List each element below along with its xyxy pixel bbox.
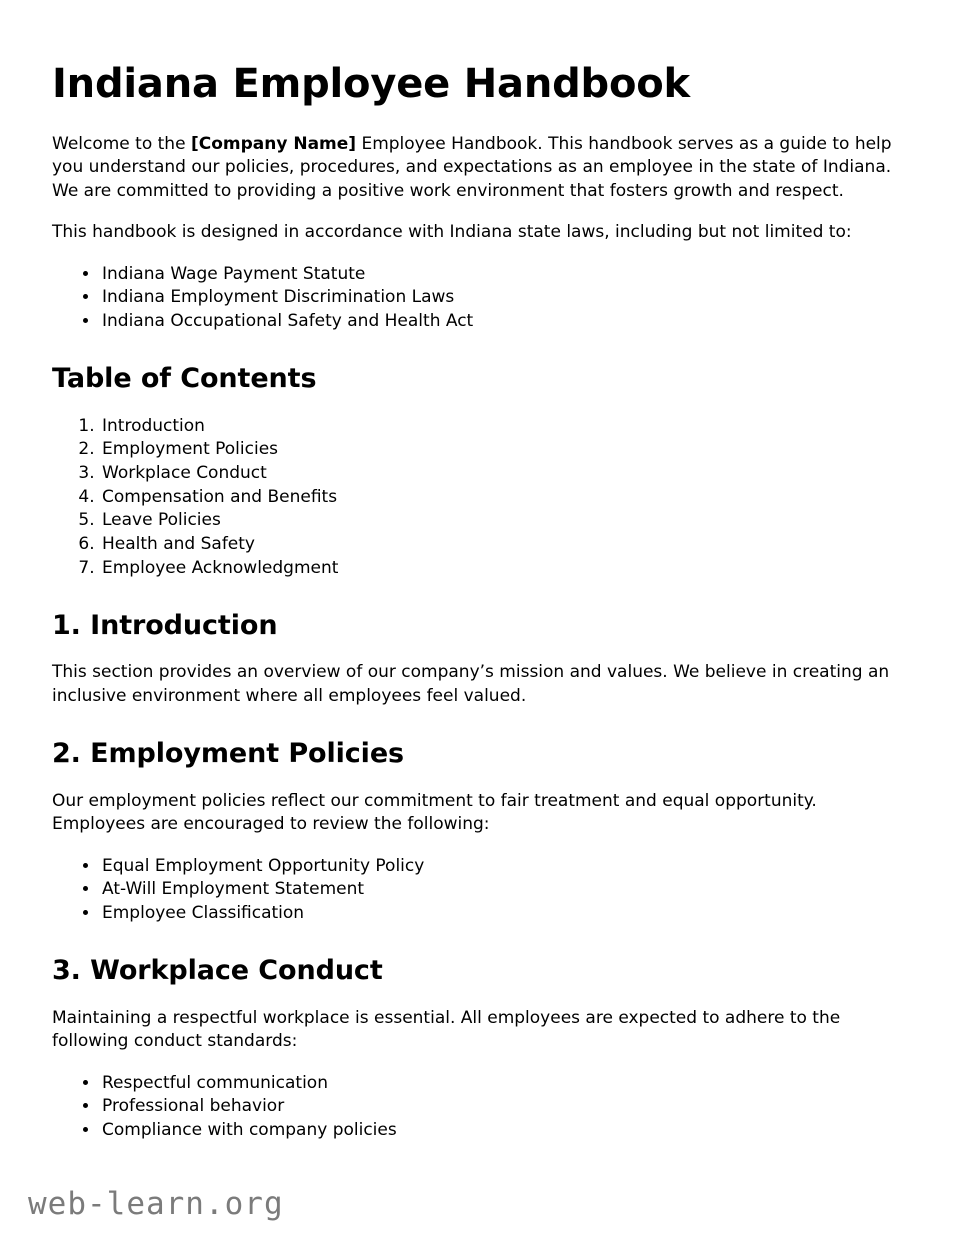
section-paragraph-workplace-conduct: Maintaining a respectful workplace is essential. All employees are expected to adhere to the following conduct standards: bbox=[52, 1007, 841, 1052]
laws-intro-paragraph: This handbook is designed in accordance with Indiana state laws, including but not limited to: bbox=[52, 222, 852, 243]
section-heading-employment-policies: 2. Employment Policies bbox=[52, 738, 405, 770]
list-item: • Indiana Wage Payment Statute bbox=[100, 263, 915, 287]
table-of-contents-list bbox=[52, 415, 915, 580]
intro-paragraph bbox=[52, 133, 915, 203]
intro-text-before: Welcome to the bbox=[52, 133, 191, 154]
list-item: • Indiana Employment Discrimination Laws bbox=[100, 286, 915, 310]
page-title: Indiana Employee Handbook bbox=[52, 61, 690, 107]
company-name-placeholder: [Company Name] bbox=[190, 133, 357, 154]
section-paragraph-introduction: This section provides an overview of our company’s mission and values. We believe in creating an inclusive environment where all employees feel valued. bbox=[52, 662, 890, 706]
toc-item-leave-policies[interactable]: 5. Leave Policies bbox=[100, 509, 915, 533]
list-item: • Equal Employment Opportunity Policy bbox=[100, 855, 915, 879]
toc-item-workplace-conduct[interactable]: 3. Workplace Conduct bbox=[100, 462, 915, 486]
list-item: • Indiana Occupational Safety and Health Act bbox=[100, 310, 915, 334]
intro-text-after: Employee Handbook. This handbook serves as a guide to help you understand our policies, procedures, and expectations as an employee in the state of Indiana. We are committed to providing a positive work environment that fosters growth and respect. bbox=[52, 133, 892, 201]
state-laws-list bbox=[52, 263, 915, 334]
list-item: • At-Will Employment Statement bbox=[100, 878, 915, 902]
list-item: • Professional behavior bbox=[100, 1095, 915, 1119]
section-paragraph-employment-policies: Our employment policies reflect our commitment to fair treatment and equal opportunity. Employees are encouraged to review the following: bbox=[52, 790, 817, 835]
toc-item-compensation-and-benefits[interactable]: 4. Compensation and Benefits bbox=[100, 486, 915, 510]
toc-item-employee-acknowledgment[interactable]: 7. Employee Acknowledgment bbox=[100, 557, 915, 581]
employment-policies-list bbox=[52, 855, 915, 926]
list-item: • Employee Classification bbox=[100, 902, 915, 926]
section-heading-introduction: 1. Introduction bbox=[52, 610, 278, 642]
toc-item-employment-policies[interactable]: 2. Employment Policies bbox=[100, 438, 915, 462]
toc-item-health-and-safety[interactable]: 6. Health and Safety bbox=[100, 533, 915, 557]
list-item: • Respectful communication bbox=[100, 1072, 915, 1096]
table-of-contents-heading: Table of Contents bbox=[52, 363, 317, 395]
list-item: • Compliance with company policies bbox=[100, 1119, 915, 1143]
toc-item-introduction[interactable]: 1. Introduction bbox=[100, 415, 915, 439]
site-watermark: web-learn.org bbox=[28, 1186, 284, 1222]
section-heading-workplace-conduct: 3. Workplace Conduct bbox=[52, 955, 383, 987]
workplace-conduct-list bbox=[52, 1072, 915, 1143]
